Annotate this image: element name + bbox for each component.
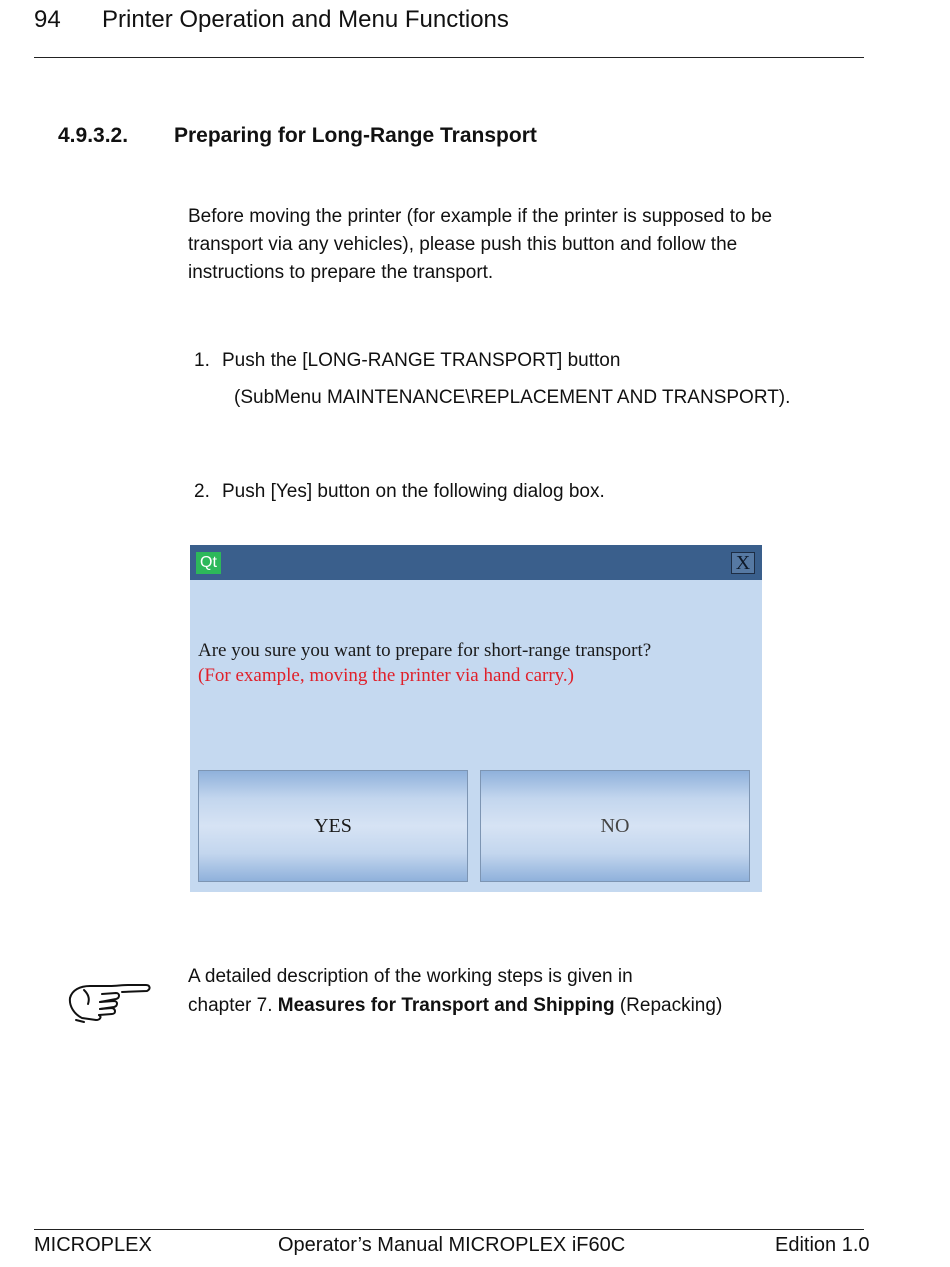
footer-rule [34,1229,864,1230]
chapter-reference: chapter 7. [188,995,278,1016]
intro-line: instructions to prepare the transport. [188,262,494,283]
yes-button[interactable]: YES [198,770,468,882]
intro-line: Before moving the printer (for example if the printer is supposed to be [188,206,773,227]
page-number: 94 [34,6,61,33]
header-rule [34,57,864,58]
dialog-titlebar [190,545,762,580]
dialog-message: Are you sure you want to prepare for short-range transport? [198,640,652,661]
step-1-number: 1. [194,350,210,371]
note-line-1: A detailed description of the working steps is given in [188,966,633,987]
intro-paragraph [188,203,848,287]
step-2-number: 2. [194,481,210,502]
step-1-subtext: (SubMenu MAINTENANCE\REPLACEMENT AND TRANSPORT). [234,387,791,408]
chapter-title-reference: Measures for Transport and Shipping [277,995,615,1016]
transport-dialog [190,545,762,892]
chapter-suffix: (Repacking) [614,995,723,1016]
footer-edition: Edition 1.0 [775,1234,870,1256]
qt-logo-icon: Qt [196,552,221,574]
pointing-hand-icon [66,980,152,1024]
note-line-2 [188,995,722,1017]
section-number: 4.9.3.2. [58,124,129,147]
intro-line: transport via any vehicles), please push this button and follow the [188,234,738,255]
dialog-submessage: (For example, moving the printer via hand carry.) [198,665,575,686]
step-2-text: Push [Yes] button on the following dialog box. [222,481,605,502]
chapter-title: Printer Operation and Menu Functions [102,6,509,33]
footer-brand: MICROPLEX [34,1234,152,1256]
footer-manual-title: Operator’s Manual MICROPLEX iF60C [278,1234,626,1256]
section-title: Preparing for Long-Range Transport [174,124,537,147]
no-button[interactable]: NO [480,770,750,882]
step-1-text: Push the [LONG-RANGE TRANSPORT] button [222,350,621,371]
dialog-close-button[interactable]: X [731,552,755,574]
